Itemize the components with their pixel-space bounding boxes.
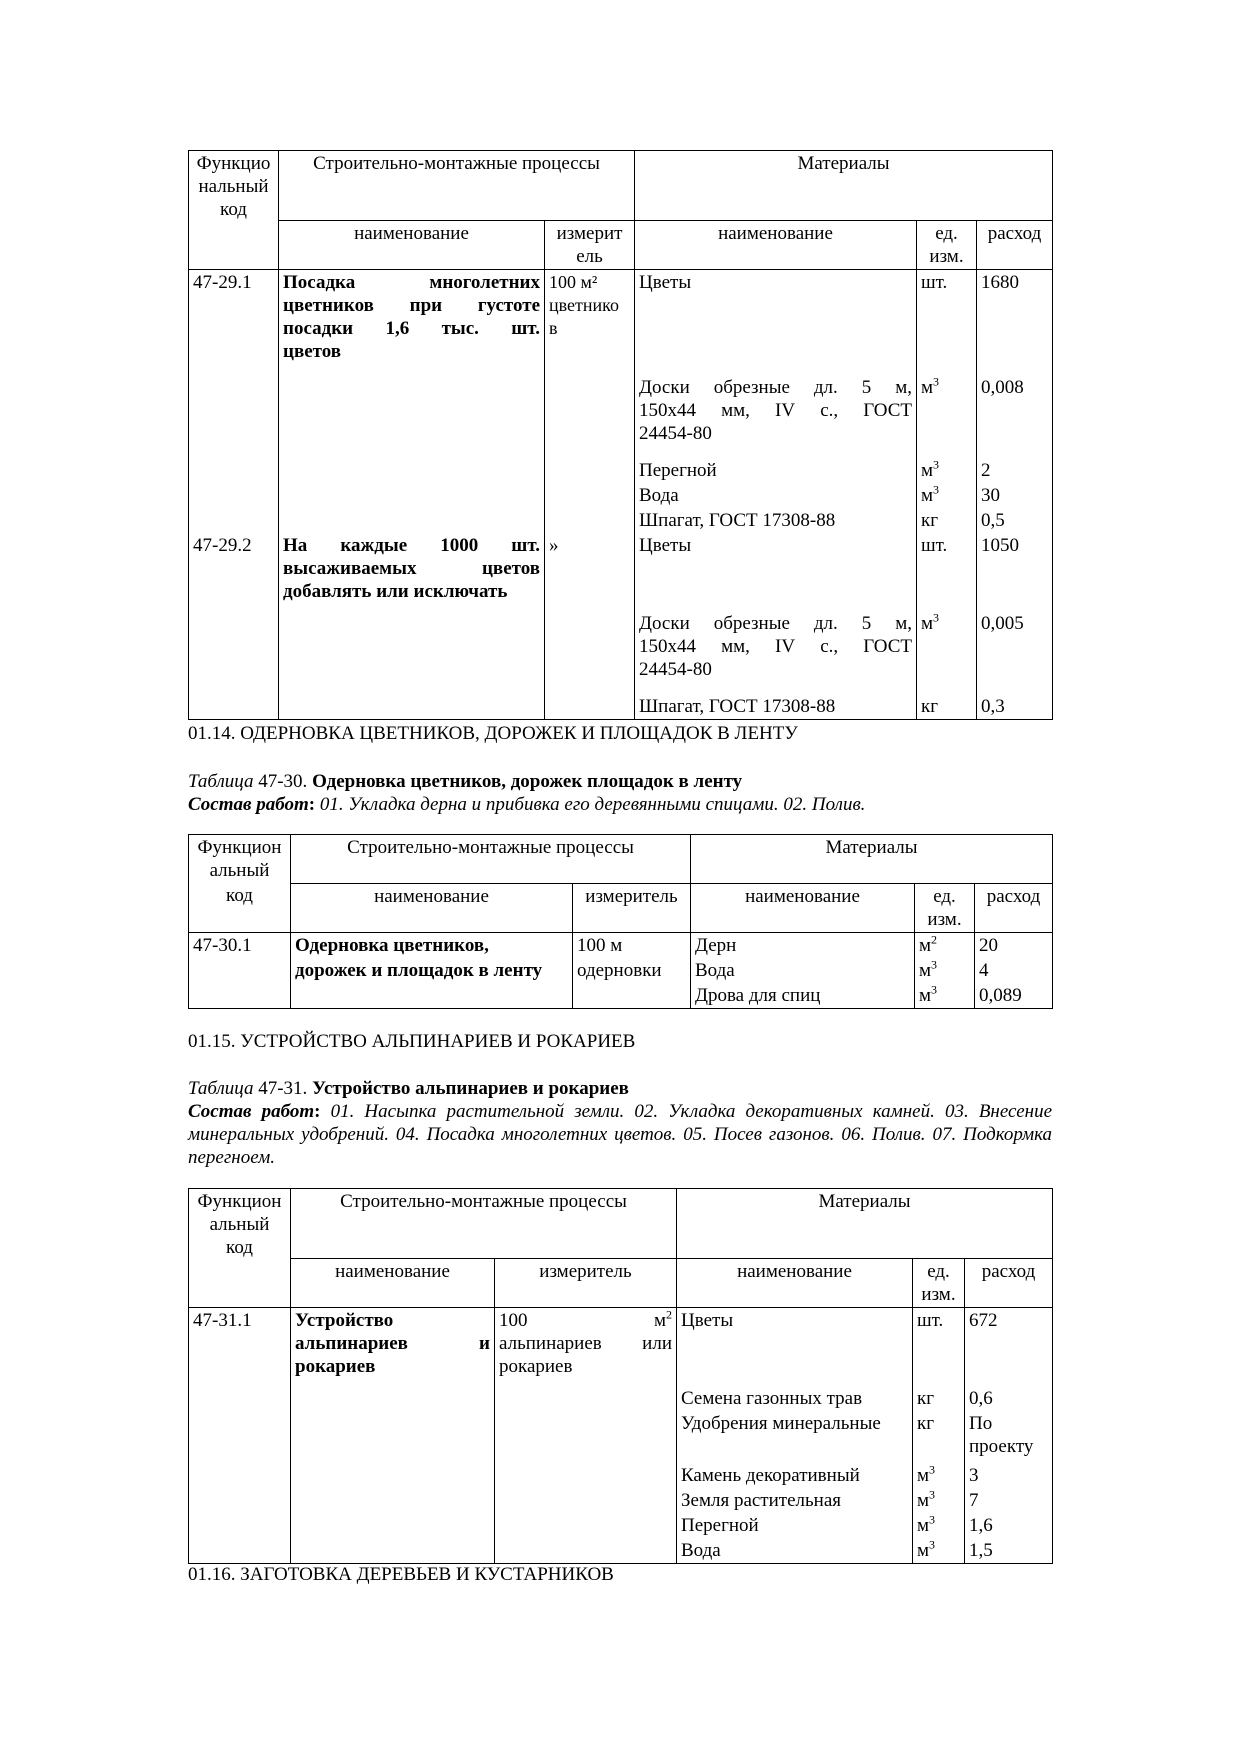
header-meter-part: ель bbox=[576, 246, 603, 267]
material-name: Вода bbox=[691, 958, 915, 983]
material-unit: кг bbox=[913, 1386, 965, 1411]
material-name: Камень декоративный bbox=[677, 1463, 913, 1488]
material-value: 1680 bbox=[977, 270, 1053, 376]
composition-text: 01. Насыпка растительной земли. 02. Укладка декоративных камней. 03. Внесение минеральных удобрений. 04. Посадка многолетних цветов. 05. Посев газонов. 06. Полив. 07. Подкормка перегноем. bbox=[188, 1101, 1053, 1168]
material-unit: кг bbox=[917, 694, 977, 720]
composition-label: Состав работ bbox=[188, 1101, 315, 1122]
material-value: 0,3 bbox=[977, 694, 1053, 720]
header-name: наименование bbox=[291, 883, 573, 932]
header-code-part: альный bbox=[209, 860, 270, 881]
caption-title: Устройство альпинариев и рокариев bbox=[312, 1078, 629, 1099]
header-meter bbox=[545, 221, 635, 270]
table-row bbox=[189, 983, 1053, 1009]
row-code: 47-29.1 bbox=[189, 270, 279, 376]
row-code: 47-30.1 bbox=[189, 932, 291, 958]
section-heading-0116: 01.16. ЗАГОТОВКА ДЕРЕВЬЕВ И КУСТАРНИКОВ bbox=[188, 1564, 614, 1585]
table-row bbox=[189, 958, 1053, 983]
row-meter-part: 100 м² bbox=[549, 272, 598, 292]
table-row bbox=[189, 1411, 1053, 1463]
material-name: Вода bbox=[677, 1538, 913, 1564]
header-material-name: наименование bbox=[691, 883, 915, 932]
composition-text: 01. Укладка дерна и прибивка его деревянными спицами. 02. Полив. bbox=[319, 794, 866, 815]
header-processes: Строительно-монтажные процессы bbox=[279, 151, 635, 221]
material-value: 0,089 bbox=[975, 983, 1053, 1009]
header-unit bbox=[915, 883, 975, 932]
row-meter: » bbox=[545, 533, 635, 611]
table-row bbox=[189, 694, 1053, 720]
material-unit: $м^2$ bbox=[915, 932, 975, 958]
material-unit: кг bbox=[913, 1411, 965, 1463]
header-unit-part: изм. bbox=[927, 908, 962, 930]
composition-47-30: Состав работ: 01. Укладка дерна и прибивка его деревянными спицами. 02. Полив. bbox=[188, 794, 866, 815]
material-value: 1,6 bbox=[965, 1513, 1053, 1538]
table-row bbox=[189, 1463, 1053, 1488]
row-meter: 100 $м^2$ альпинариев или рокариев bbox=[495, 1308, 677, 1387]
material-name: Цветы bbox=[677, 1308, 913, 1387]
table-row bbox=[189, 611, 1053, 694]
material-unit: шт. bbox=[917, 270, 977, 376]
table-47-29 bbox=[188, 150, 1053, 720]
material-name: Семена газонных трав bbox=[677, 1386, 913, 1411]
header-code-part: код bbox=[226, 1237, 253, 1258]
material-unit: $м^3$ bbox=[915, 958, 975, 983]
caption-number: 47-30. bbox=[258, 771, 308, 792]
material-unit: $м^3$ bbox=[917, 458, 977, 483]
material-unit: $м^3$ bbox=[913, 1538, 965, 1564]
header-unit-part: ед. bbox=[927, 1261, 950, 1282]
table-row bbox=[189, 270, 1053, 376]
header-materials: Материалы bbox=[691, 835, 1053, 884]
table-caption-47-31 bbox=[188, 1077, 1052, 1100]
composition-label: Состав работ bbox=[188, 794, 309, 815]
table-row bbox=[189, 1513, 1053, 1538]
table-row bbox=[189, 932, 1053, 958]
row-meter-part: цветнико bbox=[549, 295, 619, 315]
row-name-cont: дорожек и площадок в ленту bbox=[291, 958, 573, 983]
material-unit: кг bbox=[917, 508, 977, 533]
section-heading-0114: 01.14. ОДЕРНОВКА ЦВЕТНИКОВ, ДОРОЖЕК И ПЛОЩАДОК В ЛЕНТУ bbox=[188, 723, 798, 744]
material-value: 7 bbox=[965, 1488, 1053, 1513]
table-row bbox=[189, 1538, 1053, 1564]
header-code-part: Функцион bbox=[197, 1191, 282, 1212]
material-unit: шт. bbox=[913, 1308, 965, 1387]
header-meter-part: измерит bbox=[556, 223, 623, 244]
row-name: Устройство альпинариев и рокариев bbox=[291, 1308, 495, 1387]
table-row bbox=[189, 375, 1053, 458]
material-unit: $м^3$ bbox=[913, 1488, 965, 1513]
material-value: 0,5 bbox=[977, 508, 1053, 533]
header-code-part: нальный bbox=[198, 176, 269, 197]
table-row bbox=[189, 1488, 1053, 1513]
row-name: Одерновка цветников, bbox=[291, 932, 573, 958]
row-code: 47-29.2 bbox=[189, 533, 279, 611]
table-row bbox=[189, 458, 1053, 483]
header-processes: Строительно-монтажные процессы bbox=[291, 1189, 677, 1259]
header-code-part: альный bbox=[209, 1214, 270, 1235]
material-name: Дрова для спиц bbox=[691, 983, 915, 1009]
material-name: Дерн bbox=[691, 932, 915, 958]
material-value: 20 bbox=[975, 932, 1053, 958]
header-name: наименование bbox=[279, 221, 545, 270]
material-name: Перегной bbox=[635, 458, 917, 483]
table-row bbox=[189, 483, 1053, 508]
caption-title: Одерновка цветников, дорожек площадок в ленту bbox=[312, 771, 743, 792]
material-value: По проекту bbox=[965, 1411, 1053, 1463]
material-unit: $м^3$ bbox=[915, 983, 975, 1009]
material-unit: шт. bbox=[917, 533, 977, 611]
table-caption-47-30 bbox=[188, 770, 1052, 793]
material-name: Земля растительная bbox=[677, 1488, 913, 1513]
material-unit: $м^3$ bbox=[917, 611, 977, 694]
material-name: Перегной bbox=[677, 1513, 913, 1538]
header-code-part: Функцион bbox=[197, 837, 282, 858]
header-unit bbox=[913, 1259, 965, 1308]
section-heading-0115: 01.15. УСТРОЙСТВО АЛЬПИНАРИЕВ И РОКАРИЕВ bbox=[188, 1031, 636, 1052]
row-meter-cont: одерновки bbox=[573, 958, 691, 983]
material-value: 1,5 bbox=[965, 1538, 1053, 1564]
material-unit: $м^3$ bbox=[917, 483, 977, 508]
material-value: 30 bbox=[977, 483, 1053, 508]
material-value: 0,005 bbox=[977, 611, 1053, 694]
header-meter: измеритель bbox=[573, 883, 691, 932]
row-name: Посадка многолетних цветников при густоте посадки 1,6 тыс. шт. цветов bbox=[279, 270, 545, 376]
material-value: 672 bbox=[965, 1308, 1053, 1387]
row-code: 47-31.1 bbox=[189, 1308, 291, 1387]
table-47-30 bbox=[188, 834, 1053, 1009]
header-consumption: расход bbox=[975, 883, 1053, 932]
material-value: 2 bbox=[977, 458, 1053, 483]
header-code-part: код bbox=[220, 199, 247, 220]
header-code bbox=[189, 151, 279, 270]
row-name: На каждые 1000 шт. высаживаемых цветов добавлять или исключать bbox=[279, 533, 545, 611]
header-meter: измеритель bbox=[495, 1259, 677, 1308]
header-materials: Материалы bbox=[635, 151, 1053, 221]
material-name: Доски обрезные дл. 5 м, 150х44 мм, IV с., ГОСТ 24454-80 bbox=[635, 611, 917, 694]
material-value: 3 bbox=[965, 1463, 1053, 1488]
header-code bbox=[189, 1189, 291, 1308]
material-name: Цветы bbox=[635, 270, 917, 376]
composition-47-31: Состав работ: 01. Насыпка растительной земли. 02. Укладка декоративных камней. 03. Внесение минеральных удобрений. 04. Посадка многолетних цветов. 05. Посев газонов. 06. Полив. 07. Подкормка перегноем. bbox=[188, 1101, 1053, 1168]
header-unit-part: ед. bbox=[935, 223, 958, 244]
header-consumption: расход bbox=[965, 1259, 1053, 1308]
header-name: наименование bbox=[291, 1259, 495, 1308]
material-value: 1050 bbox=[977, 533, 1053, 611]
header-code bbox=[189, 835, 291, 884]
caption-label: Таблица bbox=[188, 1078, 254, 1099]
header-code-part: Функцио bbox=[196, 153, 271, 174]
material-name: Цветы bbox=[635, 533, 917, 611]
material-name: Удобрения минеральные bbox=[677, 1411, 913, 1463]
header-material-name: наименование bbox=[677, 1259, 913, 1308]
header-material-name: наименование bbox=[635, 221, 917, 270]
table-row bbox=[189, 1308, 1053, 1387]
material-name: Доски обрезные дл. 5 м, 150х44 мм, IV с., ГОСТ 24454-80 bbox=[635, 375, 917, 458]
caption-number: 47-31. bbox=[258, 1078, 308, 1099]
material-name: Вода bbox=[635, 483, 917, 508]
material-value: 0,008 bbox=[977, 375, 1053, 458]
header-unit-part: ед. bbox=[933, 885, 956, 907]
header-code-tail: код bbox=[189, 883, 291, 932]
row-meter: 100 м bbox=[573, 932, 691, 958]
header-unit-part: изм. bbox=[921, 1284, 956, 1305]
material-value: 0,6 bbox=[965, 1386, 1053, 1411]
header-consumption: расход bbox=[977, 221, 1053, 270]
table-row bbox=[189, 533, 1053, 611]
material-value: 4 bbox=[975, 958, 1053, 983]
header-processes: Строительно-монтажные процессы bbox=[291, 835, 691, 884]
table-47-31 bbox=[188, 1188, 1053, 1564]
header-materials: Материалы bbox=[677, 1189, 1053, 1259]
header-unit bbox=[917, 221, 977, 270]
row-meter bbox=[545, 270, 635, 376]
material-unit: $м^3$ bbox=[913, 1513, 965, 1538]
material-name: Шпагат, ГОСТ 17308-88 bbox=[635, 508, 917, 533]
header-unit-part: изм. bbox=[929, 246, 964, 267]
material-unit: $м^3$ bbox=[917, 375, 977, 458]
row-meter-part: в bbox=[549, 318, 558, 338]
material-unit: $м^3$ bbox=[913, 1463, 965, 1488]
material-name: Шпагат, ГОСТ 17308-88 bbox=[635, 694, 917, 720]
caption-label: Таблица bbox=[188, 771, 254, 792]
table-row bbox=[189, 1386, 1053, 1411]
table-row bbox=[189, 508, 1053, 533]
